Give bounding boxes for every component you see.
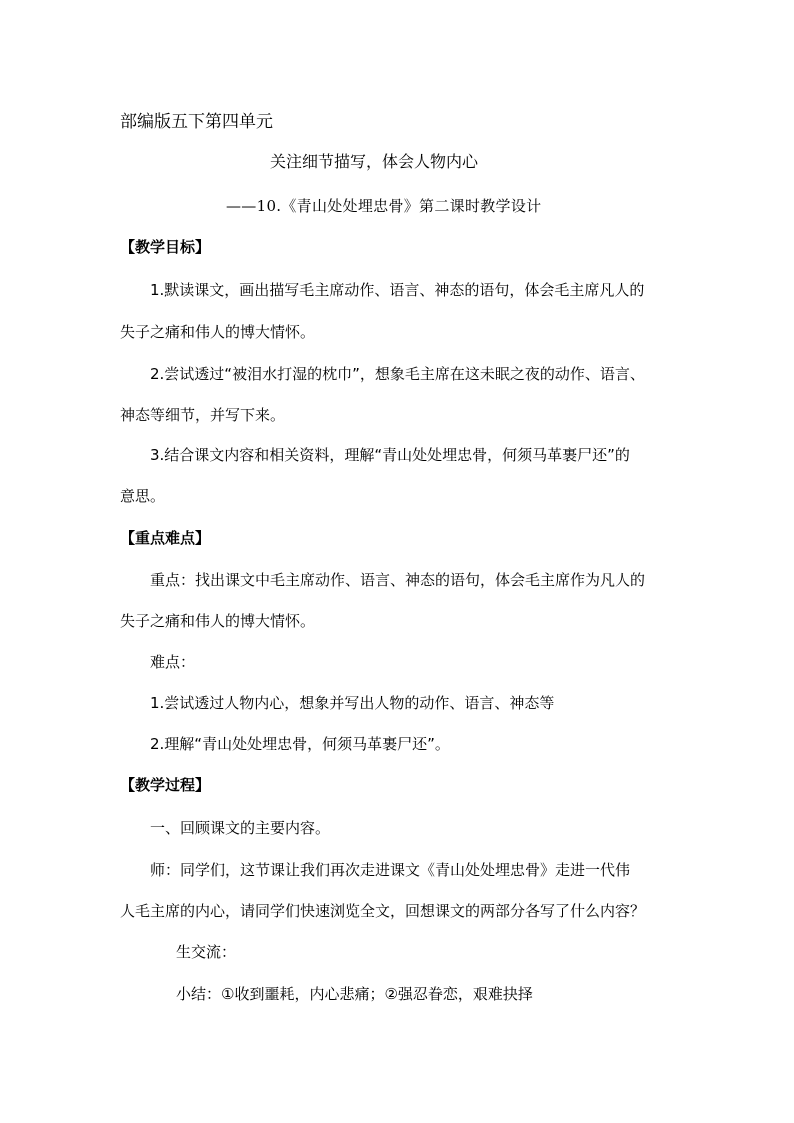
difficulty-2: 2.理解“青山处处埋忠骨，何须马革裹尸还”。 (150, 735, 450, 753)
objective-2-line-2: 神态等细节，并写下来。 (120, 406, 286, 424)
objective-3-line-2: 意思。 (120, 487, 166, 505)
focus-line-1: 重点：找出课文中毛主席动作、语言、神态的语句，体会毛主席作为凡人的 (150, 571, 646, 589)
key-points-heading: 【重点难点】 (120, 529, 211, 547)
objective-1-line-2: 失子之痛和伟人的博大情怀。 (120, 323, 316, 341)
process-heading: 【教学过程】 (120, 776, 211, 794)
lesson-title: 关注细节描写，体会人物内心 (270, 152, 479, 171)
lesson-subtitle: ——10.《青山处处埋忠骨》第二课时教学设计 (226, 197, 542, 215)
objective-1-line-1: 1.默读课文，画出描写毛主席动作、语言、神态的语句，体会毛主席凡人的 (150, 281, 645, 299)
unit-label: 部编版五下第四单元 (120, 112, 273, 132)
objective-2-line-1: 2.尝试透过“被泪水打湿的枕巾”，想象毛主席在这未眠之夜的动作、语言、 (150, 365, 645, 383)
teacher-line-1: 师：同学们，这节课让我们再次走进课文《青山处处埋忠骨》走进一代伟 (150, 861, 631, 879)
teacher-line-2: 人毛主席的内心，请同学们快速浏览全文，回想课文的两部分各写了什么内容？ (120, 902, 646, 920)
objectives-heading: 【教学目标】 (120, 238, 211, 256)
student-exchange: 生交流： (176, 943, 237, 961)
process-step-1: 一、回顾课文的主要内容。 (150, 819, 331, 837)
focus-line-2: 失子之痛和伟人的博大情怀。 (120, 612, 316, 630)
summary-line: 小结：①收到噩耗，内心悲痛；②强忍眷恋，艰难抉择 (176, 985, 533, 1003)
difficulty-label: 难点： (150, 653, 196, 671)
objective-3-line-1: 3.结合课文内容和相关资料，理解“青山处处埋忠骨，何须马革裹尸还”的 (150, 446, 630, 464)
difficulty-1: 1.尝试透过人物内心，想象并写出人物的动作、语言、神态等 (150, 694, 555, 712)
